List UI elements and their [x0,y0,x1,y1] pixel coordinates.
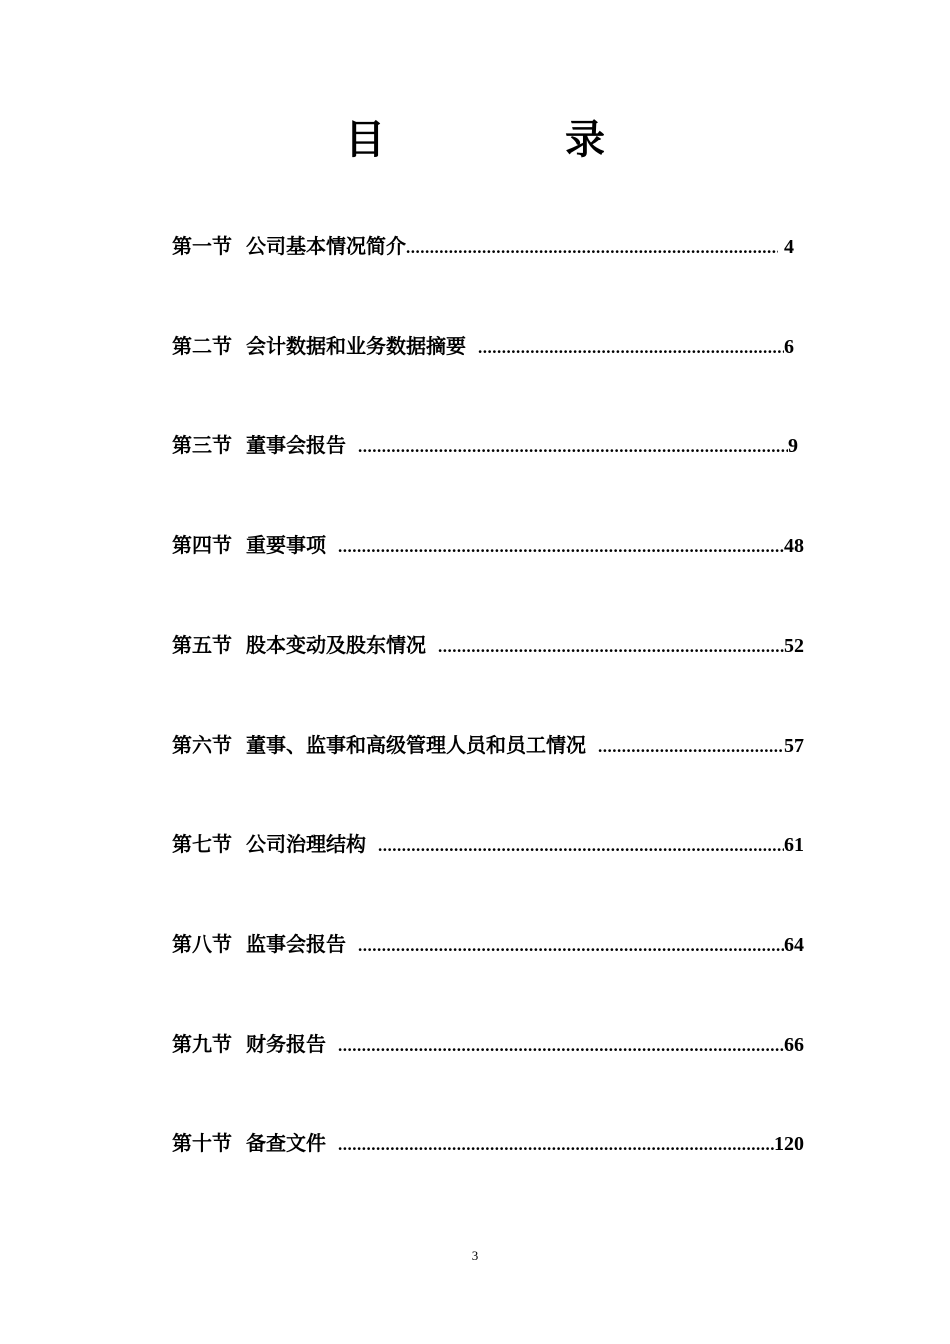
toc-dot-leader [406,234,778,260]
page-title: 目 录 [345,117,675,163]
toc-page-number: 57 [784,735,804,757]
toc-heading: 股本变动及股东情况 [246,633,426,657]
toc-page-number: 120 [774,1133,804,1155]
toc-entry-7[interactable] [172,830,804,858]
toc-dot-leader [478,334,784,360]
toc-dot-leader [598,733,784,759]
toc-dot-leader [338,1032,784,1058]
toc-entry-3[interactable] [172,431,798,459]
toc-dot-leader [338,533,784,559]
toc-heading: 公司治理结构 [246,832,366,856]
toc-heading: 董事会报告 [246,433,346,457]
toc-entry-10[interactable] [172,1129,804,1157]
toc-page-number: 9 [788,435,798,457]
toc-entry-6[interactable] [172,731,804,759]
toc-entry-1[interactable] [172,232,794,260]
toc-section-label: 第八节 [172,932,232,956]
toc-section-label: 第六节 [172,733,232,757]
toc-page-number: 4 [784,236,794,258]
toc-heading: 董事、监事和高级管理人员和员工情况 [246,733,586,757]
toc-section-label: 第三节 [172,433,232,457]
toc-heading: 公司基本情况简介 [246,234,406,258]
toc-page-number: 6 [784,336,794,358]
toc-section-label: 第五节 [172,633,232,657]
toc-section-label: 第二节 [172,334,232,358]
toc-dot-leader [358,932,784,958]
toc-entry-5[interactable] [172,631,804,659]
toc-section-label: 第九节 [172,1032,232,1056]
toc-section-label: 第十节 [172,1131,232,1155]
toc-entry-4[interactable] [172,531,804,559]
toc-dot-leader [438,633,784,659]
toc-dot-leader [338,1131,774,1157]
toc-entry-2[interactable] [172,332,794,360]
toc-heading: 会计数据和业务数据摘要 [246,334,466,358]
toc-heading: 备查文件 [246,1131,326,1155]
toc-entry-9[interactable] [172,1030,804,1058]
toc-entry-8[interactable] [172,930,804,958]
toc-section-label: 第七节 [172,832,232,856]
toc-heading: 监事会报告 [246,932,346,956]
toc-page-number: 66 [784,1034,804,1056]
toc-page-number: 48 [784,535,804,557]
toc-page-number: 64 [784,934,804,956]
page-number: 3 [471,1248,479,1263]
toc-dot-leader [358,433,788,459]
toc-section-label: 第一节 [172,234,232,258]
toc-heading: 重要事项 [246,533,326,557]
toc-dot-leader [378,832,784,858]
toc-page-number: 52 [784,635,804,657]
toc-section-label: 第四节 [172,533,232,557]
toc-heading: 财务报告 [246,1032,326,1056]
toc-page-number: 61 [784,834,804,856]
